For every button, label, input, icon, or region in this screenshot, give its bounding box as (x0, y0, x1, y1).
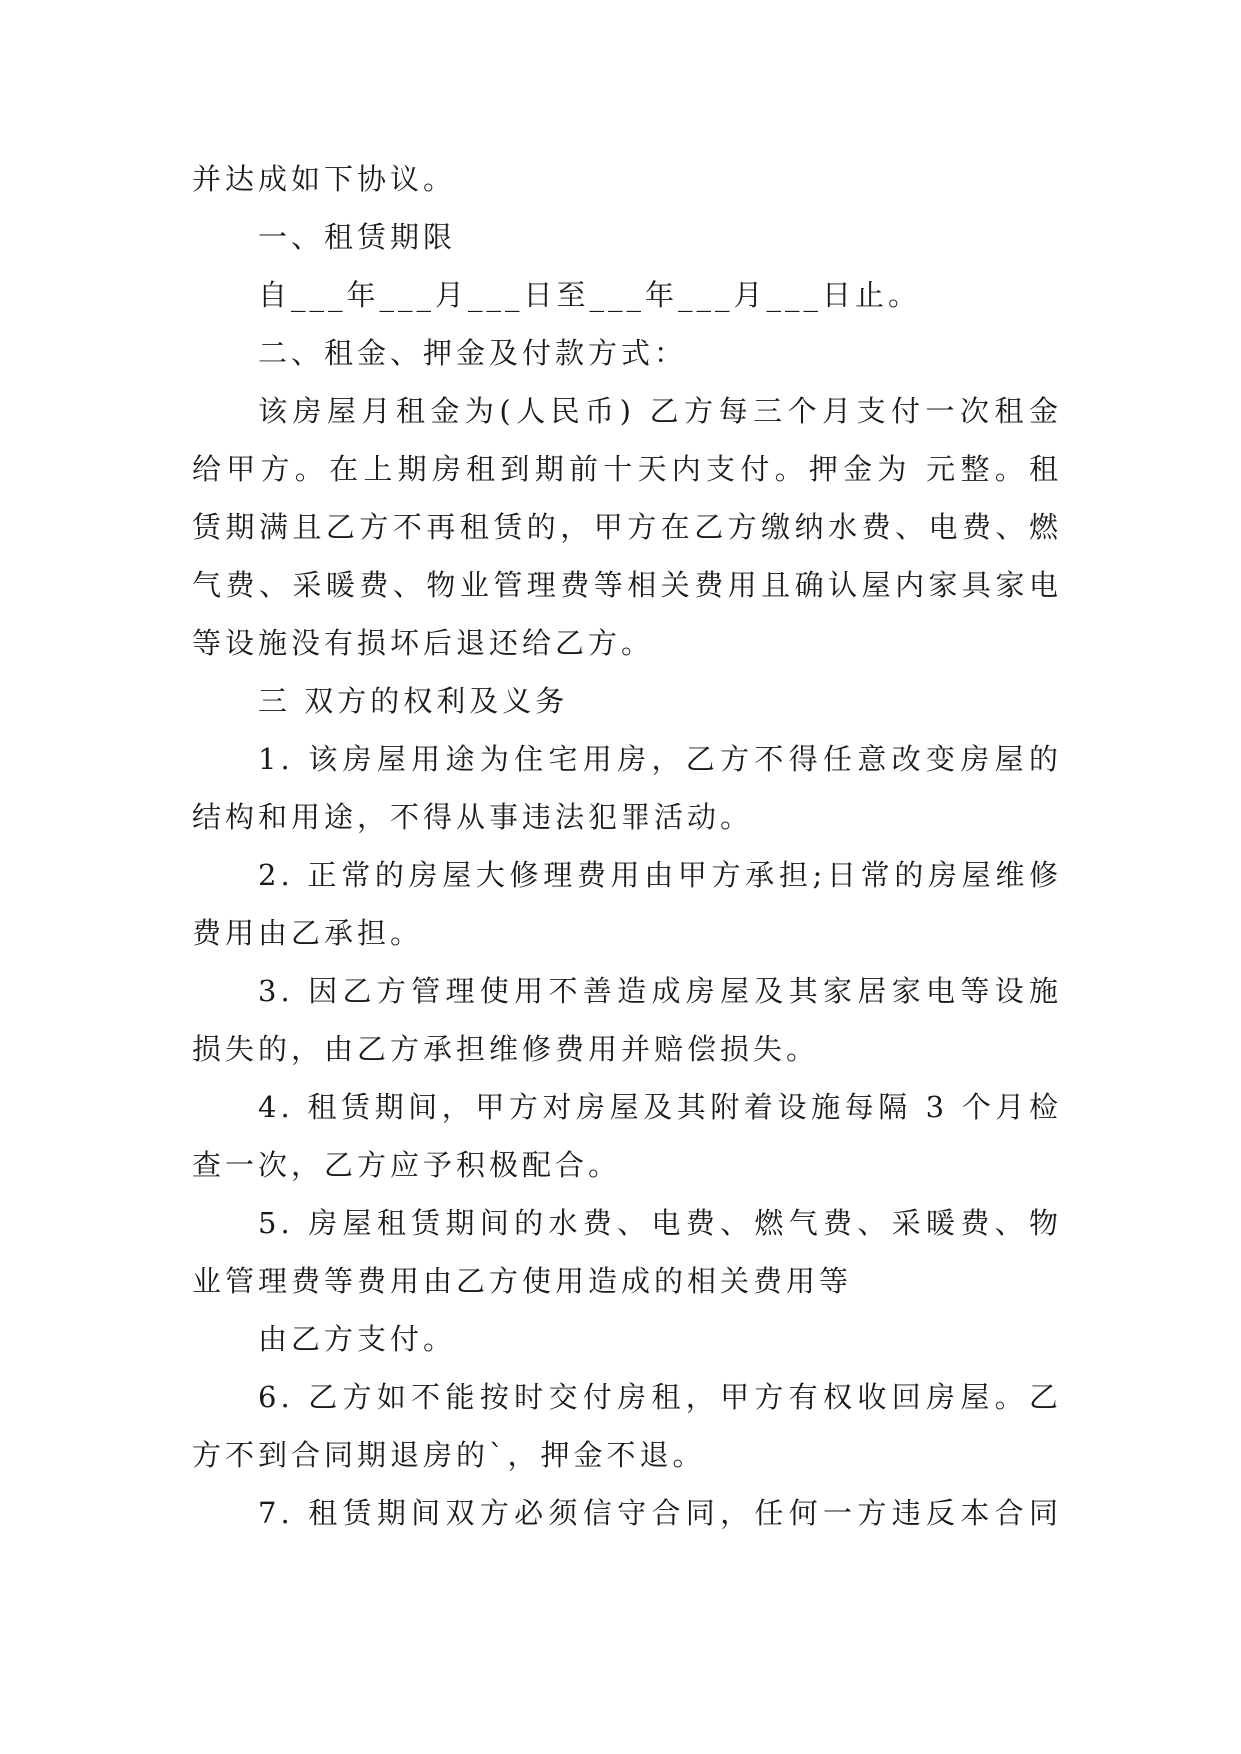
text-line: 赁期满且乙方不再租赁的，甲方在乙方缴纳水费、电费、燃 (192, 510, 1062, 544)
clause-7-line: 7. 租赁期间双方必须信守合同，任何一方违反本合同 (258, 1496, 1062, 1530)
clause-5-line: 由乙方支付。 (258, 1322, 457, 1356)
text-line: 并达成如下协议。 (192, 162, 457, 196)
text-line: 气费、采暖费、物业管理费等相关费用且确认屋内家具家电 (192, 568, 1062, 602)
text-line: 该房屋月租金为(人民币) 乙方每三个月支付一次租金 (258, 394, 1062, 428)
clause-1-line: 1. 该房屋用途为住宅用房，乙方不得任意改变房屋的 (258, 742, 1062, 776)
clause-2-line: 费用由乙承担。 (192, 916, 424, 950)
clause-3-line: 损失的，由乙方承担维修费用并赔偿损失。 (192, 1032, 820, 1066)
text-line: 等设施没有损坏后退还给乙方。 (192, 626, 655, 660)
text-line: 自___年___月___日至___年___月___日止。 (258, 278, 922, 312)
text-line: 给甲方。在上期房租到期前十天内支付。押金为 元整。租 (192, 452, 1062, 486)
clause-6-line: 方不到合同期退房的`，押金不退。 (192, 1438, 706, 1472)
section-heading-lease-term: 一、租赁期限 (258, 220, 457, 254)
document-body (192, 150, 1062, 1542)
clause-1-line: 结构和用途，不得从事违法犯罪活动。 (192, 800, 754, 834)
section-heading-rent-deposit: 二、租金、押金及付款方式： (258, 336, 688, 370)
clause-5-line: 5. 房屋租赁期间的水费、电费、燃气费、采暖费、物 (258, 1206, 1062, 1240)
section-heading-rights-obligations: 三 双方的权利及义务 (258, 684, 569, 718)
clause-6-line: 6. 乙方如不能按时交付房租，甲方有权收回房屋。乙 (258, 1380, 1062, 1414)
clause-3-line: 3. 因乙方管理使用不善造成房屋及其家居家电等设施 (258, 974, 1062, 1008)
clause-4-line: 4. 租赁期间，甲方对房屋及其附着设施每隔 3 个月检 (258, 1090, 1062, 1124)
clause-4-line: 查一次，乙方应予积极配合。 (192, 1148, 622, 1182)
clause-2-line: 2. 正常的房屋大修理费用由甲方承担;日常的房屋维修 (258, 858, 1062, 892)
clause-5-line: 业管理费等费用由乙方使用造成的相关费用等 (192, 1264, 853, 1298)
